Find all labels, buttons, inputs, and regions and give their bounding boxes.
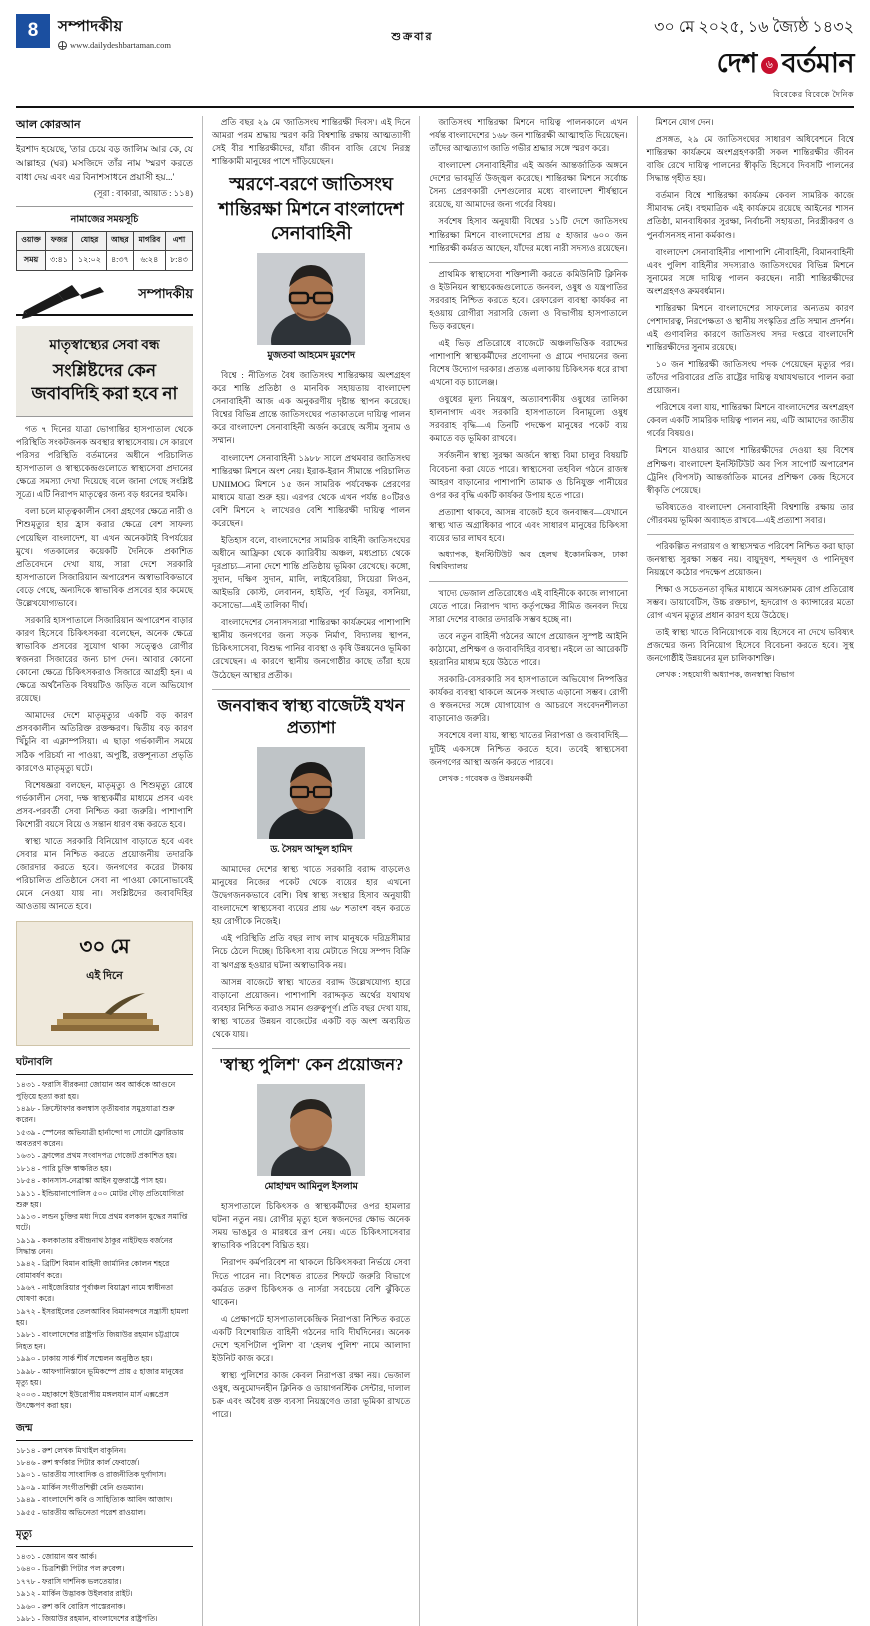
list-item: ২০০৩ - মহাকাশে ইউরোপীয় মঙ্গলযান মার্স এক্সপ্রেস উৎক্ষেপণ করা হয়।: [16, 1390, 169, 1411]
avatar: [257, 1084, 365, 1176]
quran-source: (সূরা : বাকারা, আয়াত : ১১৪): [94, 188, 193, 199]
article3-paragraph-3: স্বাস্থ্য পুলিশের কাজ কেবল নিরাপত্তা রক্ষা নয়। ভেজাল ওষুধ, অনুমোদনহীন ক্লিনিক ও ডায়াগনস্টিক সেন্টার, দালাল চক্র এবং অবৈধ রক্ত ব্যবসা নিয়ন্ত্রণেও তারা ভূমিকা রাখতে পারে।: [212, 1369, 411, 1420]
prayer-times-table: [16, 231, 193, 271]
column4-top-continuation: [647, 116, 854, 527]
prayer-time-2: ৪:৩৭: [106, 251, 133, 271]
column-3: [419, 116, 636, 1626]
column-1: [16, 116, 202, 1626]
article1-paragraph-1: বিশ্বে : নীতিগত বৈধ জাতিসংঘ শান্তিরক্ষায় অংশগ্রহণ করে শান্তি প্রতিষ্ঠা ও মানবিক সহায়তায় বাংলাদেশ সেনাবাহিনী আজ এক অনুকরণীয় দৃষ্টান্ত স্থাপন করেছে। বিশ্বের বিভিন্ন প্রান্তে জাতিসংঘের পতাকাতলে দায়িত্ব পালন করে বাংলাদেশ সেনাবাহিনী অর্জন করেছে অসীম সুনাম ও সম্মান।: [212, 370, 411, 446]
page-number-badge: 8: [16, 14, 50, 48]
masthead: [16, 14, 854, 108]
events-section-title: ঘটনাবলি: [16, 1055, 193, 1075]
article3-headline: 'স্বাস্থ্য পুলিশ' কেন প্রয়োজন?: [218, 1054, 404, 1074]
table-row: [17, 251, 193, 271]
article1-paragraph-8: মিশনে যাওয়ার আগে শান্তিরক্ষীদের দেওয়া হয় বিশেষ প্রশিক্ষণ। বাংলাদেশ ইনস্টিটিউট অব পিস সাপোর্ট অপারেশন ট্রেনিং (বিপসট) আন্তর্জাতিক মানের প্রশিক্ষণ কেন্দ্র হিসেবে স্বীকৃতি পেয়েছে।: [646, 445, 854, 495]
section-title: সম্পাদকীয়: [58, 19, 123, 35]
editorial-paragraph-5: স্বাস্থ্য খাতে সরকারি বিনিয়োগ বাড়াতে হবে এবং সেবার মান নিশ্চিত করতে প্রয়োজনীয় তদারকি জোরদার করতে হবে। জনগণের করের টাকায় পরিচালিত প্রতিষ্ঠানে সেবা না পাওয়া কোনোভাবেই মেনে নেওয়া যায় না। সংশ্লিষ্টদের জবাবদিহির আওতায় আনতে হবে।: [16, 835, 193, 912]
prayer-col-header-4: মাগরিব: [133, 232, 165, 251]
quran-kicker: আল কোরআন: [16, 116, 193, 138]
article1-paragraph-6: বাংলাদেশ সেনাবাহিনীর এই অর্জন আন্তর্জাতিক অঙ্গনে দেশের ভাবমূর্তি উজ্জ্বল করেছে। শান্তিরক্ষা মিশনে সর্বোচ্চ সৈন্য প্রেরণকারী দেশগুলোর মধ্যে বাংলাদেশ শীর্ষস্থানে রয়েছে, যা আমাদের জন্য গর্বের বিষয়।: [429, 160, 628, 210]
divider: [429, 581, 627, 582]
article2-paragraph-1: এই পরিস্থিতি প্রতি বছর লাখ লাখ মানুষকে দরিদ্রসীমার নিচে ঠেলে দিচ্ছে। চিকিৎসা ব্যয় মেটাতে গিয়ে সম্পদ বিক্রি বা ঋণগ্রস্ত হওয়ার ঘটনা অস্বাভাবিক নয়।: [212, 933, 411, 970]
list-item: ১৬৩১ - ফ্রান্সের প্রথম সংবাদপত্র গেজেট প্রকাশিত হয়।: [16, 1151, 177, 1161]
website-url-group: [58, 40, 171, 50]
quran-text: ইরশাদ হয়েছে, 'তার চেয়ে বড় জালিম আর কে, যে আল্লাহর (ঘর) মসজিদে তাঁর নাম 'স্মরণ করতে বাধা দেয় এবং এর বিনাশসাধনে প্রয়াসী হয়...': [16, 144, 193, 182]
prayer-time-3: ৬:২৪: [133, 251, 165, 271]
quran-verse: [16, 143, 193, 207]
article2-paragraph-0: আমাদের দেশের স্বাস্থ্য খাতে সরকারি বরাদ্দ বাড়লেও মানুষের নিজের পকেট থেকে ব্যয়ের হার এখনো উদ্বেগজনকভাবে বেশি। বিশ্ব স্বাস্থ্য সংস্থার হিসাব অনুযায়ী বাংলাদেশে স্বাস্থ্যসেবা ব্যয়ের প্রায় ৬৮ শতাংশ বহন করতে হয় রোগীকে নিজেই।: [212, 864, 411, 927]
article1-author-block: [212, 253, 410, 363]
c4-paragraph-5: ১০ জন শান্তিরক্ষী জাতিসংঘ পদক পেয়েছেন মৃত্যুর পর। তাঁদের পরিবারের প্রতি রাষ্ট্রের দায়িত্ব যথাযথভাবে পালন করা প্রয়োজন।: [646, 359, 854, 396]
list-item: ১৭৭৮ - ফরাসি দার্শনিক ভলতেয়ার।: [16, 1576, 122, 1586]
article2-continuation: [429, 268, 627, 574]
table-header-row: [17, 232, 193, 251]
on-this-day-box: [16, 921, 193, 1046]
masthead-right: [654, 14, 854, 102]
article3-paragraph-2: এ প্রেক্ষাপটে হাসপাতালকেন্দ্রিক নিরাপত্তা নিশ্চিত করতে একটি বিশেষায়িত বাহিনী গঠনের দাবি দীর্ঘদিনের। অনেক দেশে 'হসপিটাল পুলিশ' বা 'হেলথ পুলিশ' নামে আলাদা ইউনিট কাজ করে।: [212, 1313, 411, 1363]
list-item: ১৯৬৭ - নাইজেরিয়ার পূর্বাঞ্চল বিয়াফ্রা নামে স্বাধীনতা ঘোষণা করে।: [16, 1283, 174, 1304]
article1-paragraph-4: বাংলাদেশের সেনাসদস্যরা শান্তিরক্ষা কার্যক্রমের পাশাপাশি স্থানীয় জনগণের জন্য সড়ক নির্মাণ, বিদ্যালয় স্থাপন, চিকিৎসাসেবা, বিশুদ্ধ পানির ব্যবস্থা ও কৃষি উন্নয়নেও ভূমিকা রেখেছেন। এ কারণে স্থানীয় জনগোষ্ঠীর কাছে তাঁরা হয়ে উঠেছেন আস্থার প্রতীক।: [212, 617, 411, 680]
editorial-paragraph-4: বিশেষজ্ঞরা বলছেন, মাতৃমৃত্যু ও শিশুমৃত্যু রোধে গর্ভকালীন সেবা, দক্ষ স্বাস্থ্যকর্মীর মাধ্যমে প্রসব এবং প্রসব-পরবর্তী সেবা নিশ্চিত করা জরুরি। পাশাপাশি কিশোরী বয়সে বিয়ে ও সন্তান ধারণ বন্ধ করতে হবে।: [16, 779, 193, 829]
prayer-time-1: ১২:০২: [73, 251, 107, 271]
masthead-center: [391, 14, 433, 47]
list-item: ১৮৪৬ - রুশ স্বর্ণকার পিটার কার্ল ফেবার্জে।: [16, 1458, 140, 1468]
c4-paragraph-6: পরিশেষে বলা যায়, শান্তিরক্ষা মিশনে বাংলাদেশের অংশগ্রহণ কেবল একটি সামরিক দায়িত্ব পালন নয়, এটি আমাদের জাতীয় গর্বের বিষয়ও।: [646, 402, 854, 439]
avatar: [257, 253, 365, 345]
prayer-col-header-0: ওয়াক্ত: [17, 232, 46, 251]
article3-author-block: [212, 1084, 410, 1194]
prayer-time-4: ৮:৪৩: [165, 251, 192, 271]
list-item: ১৬৪০ - চিত্রশিল্পী পিটার পল রুবেন্স।: [16, 1564, 125, 1574]
article1-paragraph-9: ভবিষ্যতেও বাংলাদেশ সেনাবাহিনী বিশ্বশান্তি রক্ষায় তার গৌরবময় ভূমিকা অব্যাহত রাখবে—এই প্রত্যাশা সবার।: [646, 501, 854, 525]
portrait-photo-icon: [257, 253, 365, 345]
fountain-pen-icon: [20, 281, 106, 321]
avatar: [257, 747, 365, 839]
article2-paragraph-2: আসন্ন বাজেটে স্বাস্থ্য খাতের বরাদ্দ উল্লেখযোগ্য হারে বাড়ানো প্রয়োজন। পাশাপাশি বরাদ্দকৃত অর্থের যথাযথ ব্যবহার নিশ্চিত করাও সমান গুরুত্বপূর্ণ। প্রতি বছর দেখা যায়, স্বাস্থ্য খাতের উন্নয়ন বাজেটের একটি বড় অংশ অব্যয়িত থেকে যায়।: [212, 976, 411, 1039]
prayer-table-title: নামাজের সময়সূচি: [70, 215, 139, 226]
article1-jump-top: [212, 116, 410, 168]
divider: [429, 262, 627, 263]
article2-headline: জনবান্ধব স্বাস্থ্য বাজেটই যখন প্রত্যাশা: [217, 695, 405, 737]
list-item: ১৯৮১ - জিয়াউর রহমান, বাংলাদেশের রাষ্ট্রপতি।: [16, 1614, 158, 1624]
article3-paragraph-4: খাদ্যে ভেজাল প্রতিরোধেও এই বাহিনীকে কাজে লাগানো যেতে পারে। নিরাপদ খাদ্য কর্তৃপক্ষের সীমিত জনবল দিয়ে সারা দেশের বাজার তদারকি সম্ভব হচ্ছে না।: [429, 587, 628, 624]
article3-paragraph-5: তবে নতুন বাহিনী গঠনের আগে প্রয়োজন সুস্পষ্ট আইনি কাঠামো, প্রশিক্ষণ ও জবাবদিহির ব্যবস্থা। নইলে তা আরেকটি হয়রানির মাধ্যম হয়ে উঠতে পারে।: [429, 631, 628, 668]
article1-paragraph-5: জাতিসংঘ শান্তিরক্ষা মিশনে দায়িত্ব পালনকালে এখন পর্যন্ত বাংলাদেশের ১৬৮ জন শান্তিরক্ষী আত্মাহুতি দিয়েছেন। তাঁদের আত্মত্যাগ জাতি গভীর শ্রদ্ধার সঙ্গে স্মরণ করে।: [429, 117, 628, 154]
divider: [212, 689, 410, 690]
article3-body: [212, 1200, 410, 1421]
list-item: ১৫৩৯ - স্পেনের অভিযাত্রী হার্নান্দো দ্য সোটো ফ্লোরিডায় অবতরণ করেন।: [16, 1127, 184, 1148]
list-item: ১৯৫৫ - ভারতীয় অভিনেতা পরেশ রাওয়াল।: [16, 1507, 146, 1517]
list-item: ১৮৫৪ - কানসাস-নেব্রাস্কা আইন যুক্তরাষ্ট্রে পাস হয়।: [16, 1176, 167, 1186]
article2-paragraph-3: প্রাথমিক স্বাস্থ্যসেবা শক্তিশালী করতে কমিউনিটি ক্লিনিক ও ইউনিয়ন স্বাস্থ্যকেন্দ্রগুলোতে জনবল, ওষুধ ও যন্ত্রপাতির সরবরাহ নিশ্চিত করতে হবে। রেফারেল ব্যবস্থা কার্যকর না হওয়ায় রোগীরা সরাসরি জেলা ও বিভাগীয় হাসপাতালে ভিড় করছেন।: [429, 268, 628, 331]
prayer-time-0: ৩:৪১: [46, 251, 73, 271]
article3-continuation: [429, 587, 627, 785]
list-item: ১৪৩১ - জোয়ান অব আর্ক।: [16, 1551, 97, 1561]
editorial-paragraph-3: আমাদের দেশে মাতৃমৃত্যুর একটি বড় কারণ প্রসবকালীন অতিরিক্ত রক্তক্ষরণ। দ্বিতীয় বড় কারণ খিঁচুনি বা এক্লাম্পসিয়া। এ ছাড়া গর্ভকালীন সময়ে সঠিক পরিচর্যা না পাওয়া, অপুষ্টি, রক্তশূন্যতা প্রভৃতি কারণেও মাতৃমৃত্যু ঘটে।: [16, 710, 193, 773]
section-label-group: [58, 14, 171, 50]
list-item: ১৯১২ - মার্কিন উদ্ভাবক উইলবার রাইট।: [16, 1589, 133, 1599]
article3-paragraph-1: নিরাপদ কর্মপরিবেশ না থাকলে চিকিৎসকরা নির্ভয়ে সেবা দিতে পারেন না। বিশেষত রাতের শিফটে জরুরি বিভাগে কর্মরত তরুণ চিকিৎসক ও নার্সরা সবচেয়ে বেশি ঝুঁকিতে থাকেন।: [212, 1257, 411, 1307]
list-item: ১৪৩১ - ফরাসি বীরকন্যা জোয়ান অব আর্ককে আগুনে পুড়িয়ে হত্যা করা হয়।: [16, 1080, 176, 1101]
list-item: ১৯৪৯ - বাংলাদেশি কবি ও সাহিত্যিক আবিদ আজাদ।: [16, 1495, 173, 1505]
list-item: ১৯৮১ - বাংলাদেশের রাষ্ট্রপতি জিয়াউর রহমান চট্টগ্রামে নিহত হন।: [16, 1330, 180, 1351]
page-columns: [16, 116, 854, 1624]
events-list: [16, 1079, 193, 1411]
editorial-headline-block: [16, 326, 193, 417]
portrait-photo-icon: [257, 747, 365, 839]
editorial-body: [16, 423, 193, 913]
prayer-row-label: সময়: [17, 251, 46, 271]
portrait-photo-icon: [257, 1084, 365, 1176]
c4b-author-note: লেখক : সহযোগী অধ্যাপক, জনস্বাস্থ্য বিভাগ: [655, 670, 795, 680]
website-url: www.dailydeshbartaman.com: [70, 40, 171, 50]
prayer-col-header-1: ফজর: [46, 232, 73, 251]
article2-author-block: [212, 747, 410, 857]
c4-paragraph-3: বাংলাদেশ সেনাবাহিনীর পাশাপাশি নৌবাহিনী, বিমানবাহিনী এবং পুলিশ বাহিনীর সদস্যরাও জাতিসংঘের বিভিন্ন মিশনে সুনামের সঙ্গে দায়িত্ব পালন করছেন। নারী শান্তিরক্ষীদের অংশগ্রহণও ক্রমবর্ধমান।: [646, 246, 854, 296]
c4-paragraph-0: মিশনে যোগ দেন।: [655, 117, 714, 127]
article1-body: [212, 369, 410, 681]
editorial-pen-block: [16, 271, 193, 316]
c4-paragraph-4: শান্তিরক্ষা মিশনে বাংলাদেশের সাফল্যের অন্যতম কারণ পেশাদারত্ব, নিরপেক্ষতা ও স্থানীয় সংস্কৃতির প্রতি সম্মান প্রদর্শন। এই গুণাবলির কারণে জাতিসংঘ সদর দপ্তরে বাংলাদেশি শান্তিরক্ষীদের সুনাম রয়েছে।: [646, 302, 854, 352]
article1-author-name: মুজতবা আহমেদ মুরশেদ: [267, 351, 355, 362]
article1-paragraph-7: সর্বশেষ হিসাব অনুযায়ী বিশ্বের ১১টি দেশে জাতিসংঘ শান্তিরক্ষা মিশনে বাংলাদেশের প্রায় ৫ হাজার ৬০০ জন শান্তিরক্ষী কর্মরত আছেন, যাঁদের মধ্যে নারী সদস্যও রয়েছেন।: [429, 216, 628, 253]
editorial-pen-label: সম্পাদকীয়: [138, 286, 193, 302]
prayer-col-header-3: আছর: [106, 232, 133, 251]
weekday: শুক্রবার: [391, 31, 434, 43]
article1-paragraph-3: ইতিহাস বলে, বাংলাদেশের সামরিক বাহিনী জাতিসংঘের অধীনে আফ্রিকা থেকে ক্যারিবীয় অঞ্চল, মধ্যপ্রাচ্য থেকে দূরপ্রাচ্য—নানা দেশে শান্তি প্রতিষ্ঠায় ভূমিকা রেখেছে। কঙ্গো, সুদান, দক্ষিণ সুদান, মালি, লাইবেরিয়া, সিয়েরা লিওন, আইভরি কোস্ট, লেবানন, হাইতি, পূর্ব তিমুর, বসনিয়া, কসোভো—এই তালিকা দীর্ঘ।: [212, 534, 411, 611]
article2-paragraph-7: প্রত্যাশা থাকবে, আসন্ন বাজেট হবে জনবান্ধব—যেখানে স্বাস্থ্য খাত অগ্রাধিকার পাবে এবং সাধারণ মানুষের চিকিৎসা ব্যয়ের ভার লাঘব হবে।: [429, 506, 628, 543]
c4-paragraph-1: প্রসঙ্গত, ২৯ মে জাতিসংঘের সাধারণ অধিবেশনে বিশ্বে শান্তিরক্ষা কার্যক্রমে অংশগ্রহণকারী সকল শান্তিরক্ষীর জীবন বাজি রেখে দায়িত্ব পালনের স্বীকৃতি হিসেবে দিবসটি পালনের সিদ্ধান্ত গৃহীত হয়।: [646, 134, 854, 184]
list-item: ১৯৭২ - ইসরাইলের তেলআবিব বিমানবন্দরে সন্ত্রাসী হামলা হয়।: [16, 1306, 189, 1328]
prayer-col-header-2: যোহর: [73, 232, 107, 251]
book-and-quill-icon: [45, 991, 165, 1037]
c4b-paragraph-0: পরিকল্পিত নগরায়ণ ও স্বাস্থ্যসম্মত পরিবেশ নিশ্চিত করা ছাড়া জনস্বাস্থ্য সুরক্ষা সম্ভব নয়। বায়ুদূষণ, শব্দদূষণ ও পানিদূষণ নিয়ন্ত্রণে কঠোর পদক্ষেপ প্রয়োজন।: [646, 540, 854, 577]
article3-paragraph-7: সবশেষে বলা যায়, স্বাস্থ্য খাতের নিরাপত্তা ও জবাবদিহি—দুটিই একসঙ্গে নিশ্চিত করতে হবে। তবেই স্বাস্থ্যসেবা জনগণের আস্থা অর্জন করতে পারবে।: [429, 730, 628, 767]
article2-author-note: অধ্যাপক, ইনস্টিটিউট অব হেলথ ইকোনমিকস, ঢাকা বিশ্ববিদ্যালয়: [429, 549, 628, 572]
editorial-paragraph-2: সরকারি হাসপাতালে সিজারিয়ান অপারেশন বাড়ার কারণ হিসেবে চিকিৎসকরা বলেছেন, অনেক ক্ষেত্রে স্বাভাবিক প্রসবের সুযোগ থাকা সত্ত্বেও রোগীর স্বজনরা সিজারের জন্য চাপ দেন। আবার কোনো কোনো ক্ষেত্রে চিকিৎসকরাও সিজারে আগ্রহী হন। এ ক্ষেত্রে অর্থনৈতিক বিষয়টিও জড়িত বলে অভিযোগ রয়েছে।: [16, 614, 193, 704]
article2-paragraph-4: এই ভিড় প্রতিরোধে বাজেটে অঞ্চলভিত্তিক বরাদ্দের পাশাপাশি স্বাস্থ্যকর্মীদের প্রণোদনা ও গ্রামে পদায়নের জন্য বিশেষ উদ্যোগ দরকার। প্রত্যন্ত এলাকায় চিকিৎসক ধরে রাখা এখনো বড় চ্যালেঞ্জ।: [429, 337, 628, 388]
editorial-headline: সংশ্লিষ্টদের কেন জবাবদিহি করা হবে না: [31, 361, 178, 404]
publication-date: ৩০ মে ২০২৫, ১৬ জ্যৈষ্ঠ ১৪৩২: [654, 19, 854, 36]
list-item: ১৯১৩ - লন্ডন চুক্তির মধ্য দিয়ে প্রথম বলকান যুদ্ধের সমাপ্তি ঘটে।: [16, 1212, 188, 1233]
article3-author-note: লেখক : গবেষক ও উন্নয়নকর্মী: [438, 773, 533, 783]
list-item: ১৯০৯ - মার্কিন সংগীতশিল্পী বেনি গুডম্যান।: [16, 1482, 144, 1492]
column-2: [202, 116, 419, 1626]
article2-author-name: ড. সৈয়দ আব্দুল হামিদ: [270, 845, 352, 856]
on-this-day-date: ৩০ মে: [79, 936, 130, 959]
article1-headline: স্মরণে-বরণে জাতিসংঘ শান্তিরক্ষা মিশনে বাংলাদেশ সেনাবাহিনী: [218, 174, 404, 243]
prayer-col-header-5: এশা: [165, 232, 192, 251]
article2-body: [212, 863, 410, 1041]
logo-word-right: বর্তমান: [781, 48, 854, 78]
masthead-left: [16, 14, 171, 50]
births-section-title: জন্ম: [16, 1421, 193, 1441]
logo-mark-icon: ৬: [761, 57, 778, 74]
divider: [647, 534, 854, 535]
logo-tagline: বিবেকের বিবেকে দৈনিক: [773, 90, 854, 99]
article2-paragraph-6: সর্বজনীন স্বাস্থ্য সুরক্ষা অর্জনে স্বাস্থ্য বিমা চালুর বিষয়টি বিবেচনা করা যেতে পারে। স্বাস্থ্যসেবা তহবিল গঠনে রাজস্ব আহরণ বাড়ানোর পাশাপাশি তামাক ও চিনিযুক্ত পানীয়ের ওপর কর বৃদ্ধি একটি কার্যকর উপায় হতে পারে।: [429, 450, 628, 500]
list-item: ১৯৯৮ - আফগানিস্তানে ভূমিকম্পে প্রায় ৫ হাজার মানুষের মৃত্যু হয়।: [16, 1366, 184, 1387]
article1-paragraph-2: বাংলাদেশ সেনাবাহিনী ১৯৮৮ সালে প্রথমবার জাতিসংঘ শান্তিরক্ষা মিশনে অংশ নেয়। ইরাক-ইরান সীমান্তে পরিচালিত UNIIMOG মিশনে ১৫ জন সামরিক পর্যবেক্ষক প্রেরণের মাধ্যমে যাত্রা শুরু হয়। এরপর থেকে এখন পর্যন্ত ৪০টিরও বেশি মিশনে ২ লাখেরও বেশি শান্তিরক্ষী দায়িত্ব পালন করেছেন।: [212, 452, 411, 528]
editorial-subheadline: মাতৃস্বাস্থ্যের সেবা বন্ধ: [49, 337, 160, 353]
article1-paragraph-0: প্রতি বছর ২৯ মে 'জাতিসংঘ শান্তিরক্ষী দিবস'। এই দিনে আমরা পরম শ্রদ্ধায় স্মরণ করি বিশ্বশান্তি রক্ষায় আত্মত্যাগী সেই বীর শান্তিরক্ষীদের, যাঁরা জীবন বাজি রেখে নিরস্ত্র শান্তিকামী মানুষের পাশে দাঁড়িয়েছেন।: [212, 117, 411, 167]
editorial-paragraph-0: গত ৭ দিনের যাত্রা ভোগান্তির হাসপাতাল থেকে পরিস্থিতি সংকটজনক অবস্থার স্বাস্থ্যসেবায়। সে কারণে পরিসর পরিস্থিতি বর্তমানের অধীনে পরিচালিত হাসপাতাল ও স্বাস্থ্যকেন্দ্রগুলোতে স্বাস্থ্যসেবা প্রদানের ক্ষেত্রে সমস্যা দেখা দিয়েছে বলে জানা গেছে সংশ্লিষ্ট সূত্রে। এটি নিরাপদ মাতৃত্বের জন্য বড় ধরনের হুমকি।: [16, 424, 193, 500]
editorial-paragraph-1: বলা চলে মাতৃত্বকালীন সেবা গ্রহণের ক্ষেত্রে নারী ও শিশুমৃত্যুর হার হ্রাস করার ক্ষেত্রে বেশ সাফল্য পেয়েছিল বাংলাদেশ, যা এখন অনেকটাই বিপর্যয়ের মুখে। গতকালের কয়েকটি দৈনিকে প্রকাশিত প্রতিবেদনে দেখা যায়, সারা দেশে সরকারি হাসপাতালে সিজারিয়ান অপারেশন অস্বাভাবিকভাবে বেড়ে গেছে, অন্যদিকে স্বাভাবিক প্রসবের হার কমেছে উল্লেখযোগ্যভাবে।: [16, 506, 193, 608]
list-item: ১৯০১ - ভারতীয় সাংবাদিক ও রাজনীতিক দুর্গাদাস।: [16, 1470, 167, 1480]
list-item: ১৮১৪ - রুশ লেখক মিখাইল বাকুনিন।: [16, 1445, 126, 1455]
c4b-paragraph-1: শিক্ষা ও সচেতনতা বৃদ্ধির মাধ্যমে অসংক্রামক রোগ প্রতিরোধ সম্ভব। ডায়াবেটিস, উচ্চ রক্তচাপ, হৃদরোগ ও ক্যান্সারের মতো রোগ এখন মৃত্যুর প্রধান কারণ হয়ে উঠেছে।: [646, 584, 854, 621]
article3-author-name: মোহাম্মদ আমিনুল ইসলাম: [264, 1182, 358, 1193]
article2-paragraph-5: ওষুধের মূল্য নিয়ন্ত্রণ, অত্যাবশ্যকীয় ওষুধের তালিকা হালনাগাদ এবং সরকারি হাসপাতালে বিনামূল্যে ওষুধ সরবরাহ বৃদ্ধি—এ তিনটি পদক্ষেপ মানুষের পকেট ব্যয় কমাতে বড় ভূমিকা রাখবে।: [429, 394, 628, 444]
on-this-day-label: এই দিনে: [86, 970, 123, 983]
c4-paragraph-2: বর্তমান বিশ্বে শান্তিরক্ষা কার্যক্রম কেবল সামরিক কাজে সীমাবদ্ধ নেই। বহুমাত্রিক এই কার্যক্রমে রয়েছে আইনের শাসন প্রতিষ্ঠা, মানবাধিকার সুরক্ষা, নির্বাচনী সহায়তা, নিরস্ত্রীকরণ ও পুনর্বাসনসহ নানা কর্মকাণ্ড।: [646, 190, 854, 240]
globe-icon: [58, 41, 67, 50]
list-item: ১৯১৯ - কলকাতায় রবীন্দ্রনাথ ঠাকুর নাইটহুড বর্জনের সিদ্ধান্ত নেন।: [16, 1235, 173, 1257]
list-item: ১৯৪২ - ব্রিটিশ বিমান বাহিনী জার্মানির কোলন শহরে বোমাবর্ষণ করে।: [16, 1259, 170, 1280]
column-4: [637, 116, 854, 1626]
logo: [654, 43, 854, 88]
list-item: ১৯১১ - ইন্ডিয়ানাপোলিস ৫০০ মোটর দৌড় প্রতিযোগিতা শুরু হয়।: [16, 1188, 184, 1209]
list-item: ১৯৯০ - ঢাকায় সার্ক শীর্ষ সম্মেলন অনুষ্ঠিত হয়।: [16, 1354, 153, 1364]
list-item: ১৮১৪ - পারি চুক্তি স্বাক্ষরিত হয়।: [16, 1163, 112, 1173]
c4b-paragraph-2: তাই স্বাস্থ্য খাতে বিনিয়োগকে ব্যয় হিসেবে না দেখে ভবিষ্যৎ প্রজন্মের জন্য বিনিয়োগ হিসেবে বিবেচনা করতে হবে। সুস্থ জনগোষ্ঠীই উন্নয়নের মূল চালিকাশক্তি।: [646, 627, 854, 664]
births-list: [16, 1445, 193, 1518]
divider: [212, 1048, 410, 1049]
deaths-list: [16, 1551, 193, 1624]
article3-paragraph-6: সরকারি-বেসরকারি সব হাসপাতালে অভিযোগ নিষ্পত্তির কার্যকর ব্যবস্থা থাকলে অনেক সংঘাত এড়ানো সম্ভব। রোগী ও স্বজনদের সঙ্গে যোগাযোগ ও আচরণে সংবেদনশীলতা বাড়ানোও জরুরি।: [429, 674, 628, 724]
article1-continuation: [429, 116, 627, 255]
deaths-section-title: মৃত্যু: [16, 1527, 193, 1547]
column4-bottom-continuation: [647, 540, 854, 682]
list-item: ১৯৬০ - রুশ কবি বোরিস পাস্তেরনাক।: [16, 1601, 126, 1611]
logo-word-left: দেশ: [716, 48, 757, 78]
list-item: ১৪৯৮ - ক্রিস্টোফার কলম্বাস তৃতীয়বার সমুদ্রযাত্রা শুরু করেন।: [16, 1103, 175, 1125]
article3-paragraph-0: হাসপাতালে চিকিৎসক ও স্বাস্থ্যকর্মীদের ওপর হামলার ঘটনা নতুন নয়। রোগীর মৃত্যু হলে স্বজনদের ক্ষোভ অনেক সময় ভাঙচুর ও মারধরে রূপ নেয়। এতে চিকিৎসাসেবার স্বাভাবিক পরিবেশ বিঘ্নিত হয়।: [212, 1201, 411, 1251]
